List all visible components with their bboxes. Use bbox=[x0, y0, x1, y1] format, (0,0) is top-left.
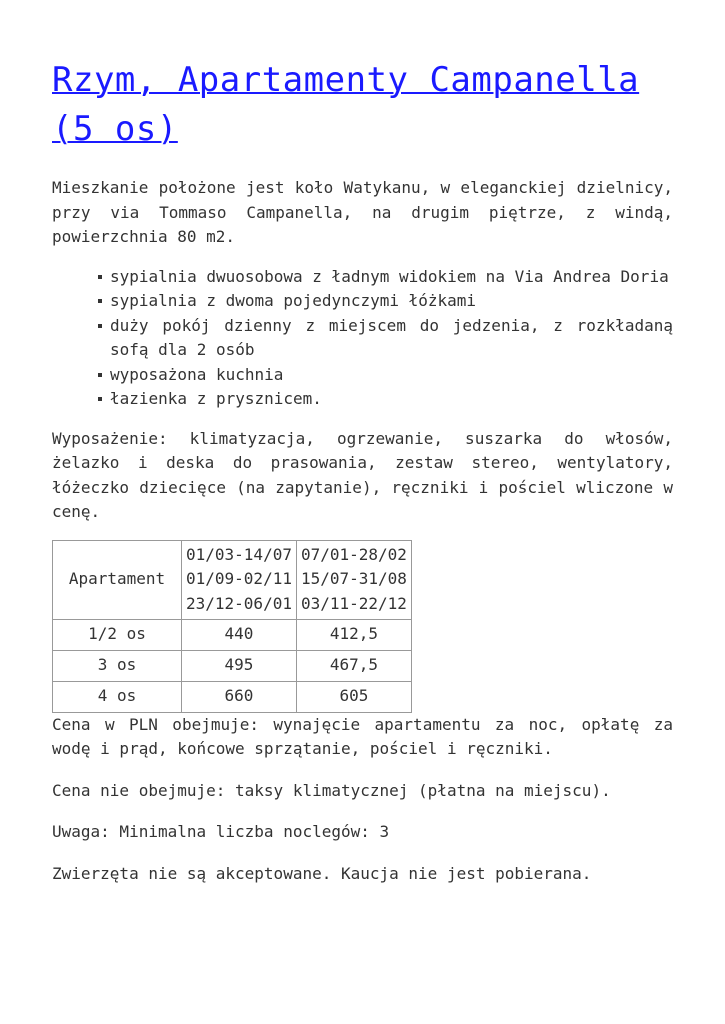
table-row bbox=[53, 650, 412, 681]
minimum-nights-note: Uwaga: Minimalna liczba noclegów: 3 bbox=[52, 822, 390, 841]
price-cell: 605 bbox=[296, 681, 411, 712]
period-range: 23/12-06/01 bbox=[186, 593, 292, 613]
price-cell: 467,5 bbox=[296, 650, 411, 681]
table-header-period bbox=[182, 540, 297, 619]
pets-deposit-paragraph: Zwierzęta nie są akceptowane. Kaucja nie jest pobierana. bbox=[52, 863, 592, 883]
row-label: 3 os bbox=[53, 650, 182, 681]
price-cell: 660 bbox=[182, 681, 297, 712]
list-item: wyposażona kuchnia bbox=[98, 363, 673, 388]
equipment-paragraph: Wyposażenie: klimatyzacja, ogrzewanie, suszarka do włosów, żelazko i deska do prasowania, zestaw stereo, wentylatory, łóżeczko dziecięce (na zapytanie), ręczniki i pościel wliczone w cenę. bbox=[52, 428, 673, 521]
period-range: 07/01-28/02 bbox=[300, 544, 407, 564]
row-label: 4 os bbox=[53, 681, 182, 712]
title-link[interactable]: Rzym, Apartamenty Campanella (5 os) bbox=[52, 60, 640, 149]
price-table bbox=[52, 540, 412, 713]
price-cell: 440 bbox=[182, 619, 297, 650]
page-title bbox=[52, 56, 673, 154]
table-header-period bbox=[296, 540, 411, 619]
table-row bbox=[53, 681, 412, 712]
amenities-list bbox=[52, 265, 673, 412]
list-item: łazienka z prysznicem. bbox=[98, 387, 673, 412]
price-cell: 412,5 bbox=[296, 619, 411, 650]
list-item: sypialnia dwuosobowa z ładnym widokiem na Via Andrea Doria bbox=[98, 265, 673, 290]
price-includes-paragraph: Cena w PLN obejmuje: wynajęcie apartamentu za noc, opłatę za wodę i prąd, końcowe sprzątanie, pościel i ręczniki. bbox=[52, 714, 673, 758]
list-item: sypialnia z dwoma pojedynczymi łóżkami bbox=[98, 289, 673, 314]
price-excludes-paragraph: Cena nie obejmuje: taksy klimatycznej (płatna na miejscu). bbox=[52, 780, 611, 800]
table-row bbox=[53, 619, 412, 650]
price-cell: 495 bbox=[182, 650, 297, 681]
list-item: duży pokój dzienny z miejscem do jedzenia, z rozkładaną sofą dla 2 osób bbox=[98, 314, 673, 363]
table-header-row bbox=[53, 540, 412, 619]
row-label: 1/2 os bbox=[53, 619, 182, 650]
period-range: 03/11-22/12 bbox=[300, 593, 407, 613]
intro-paragraph: Mieszkanie położone jest koło Watykanu, w eleganckiej dzielnicy, przy via Tommaso Campanella, na drugim piętrze, z windą, powierzchnia 80 m2. bbox=[52, 178, 673, 246]
period-range: 15/07-31/08 bbox=[300, 569, 407, 589]
table-header-apartment: Apartament bbox=[53, 540, 182, 619]
period-range: 01/03-14/07 bbox=[186, 544, 292, 564]
period-range: 01/09-02/11 bbox=[186, 569, 292, 589]
